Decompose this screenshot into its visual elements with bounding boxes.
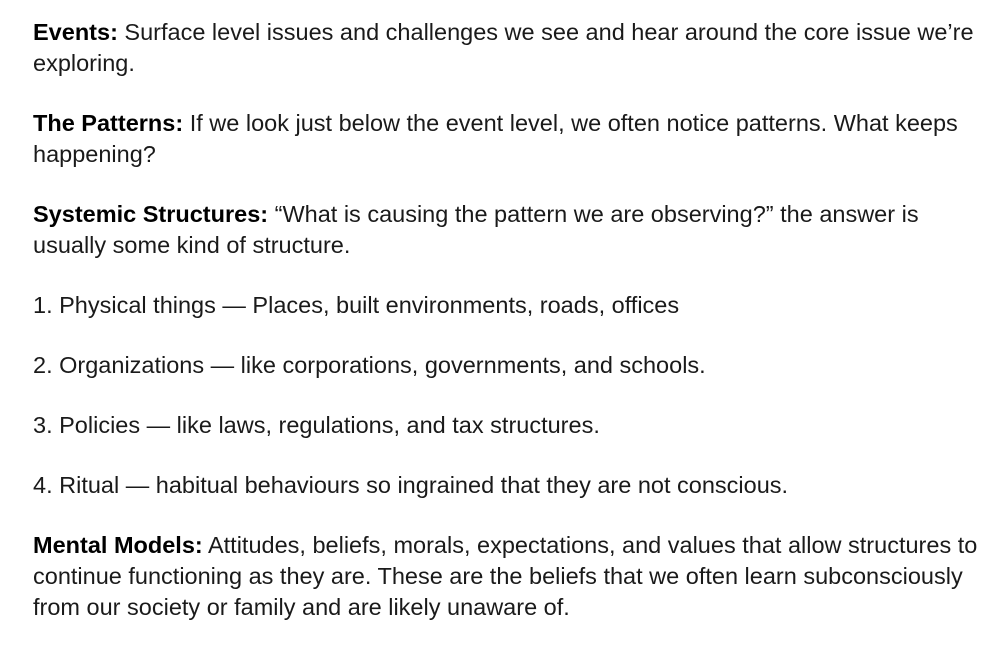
events-label: Events: (33, 19, 118, 45)
list-item: 1. Physical things — Places, built environments, roads, offices (33, 292, 680, 318)
patterns-label: The Patterns: (33, 110, 184, 136)
mental-models-text: Attitudes, beliefs, morals, expectations, and values that allow structures to continue functioning as they are. These are the beliefs that we often learn subconsciously from our society or family and are likely unaware of. (33, 532, 978, 620)
list-item: 3. Policies — like laws, regulations, and tax structures. (33, 412, 600, 438)
patterns-paragraph (33, 108, 980, 170)
structures-label: Systemic Structures: (33, 201, 269, 227)
patterns-text: If we look just below the event level, we often notice patterns. What keeps happening? (33, 110, 958, 167)
list-item: 4. Ritual — habitual behaviours so ingrained that they are not conscious. (33, 472, 789, 498)
mental-models-label: Mental Models: (33, 532, 203, 558)
structures-paragraph (33, 199, 980, 261)
events-paragraph (33, 17, 980, 79)
mental-models-paragraph (33, 530, 980, 623)
events-text: Surface level issues and challenges we see and hear around the core issue we’re exploring. (33, 19, 974, 76)
structures-text: “What is causing the pattern we are observing?” the answer is usually some kind of structure. (33, 201, 919, 258)
list-item: 2. Organizations — like corporations, governments, and schools. (33, 352, 706, 378)
